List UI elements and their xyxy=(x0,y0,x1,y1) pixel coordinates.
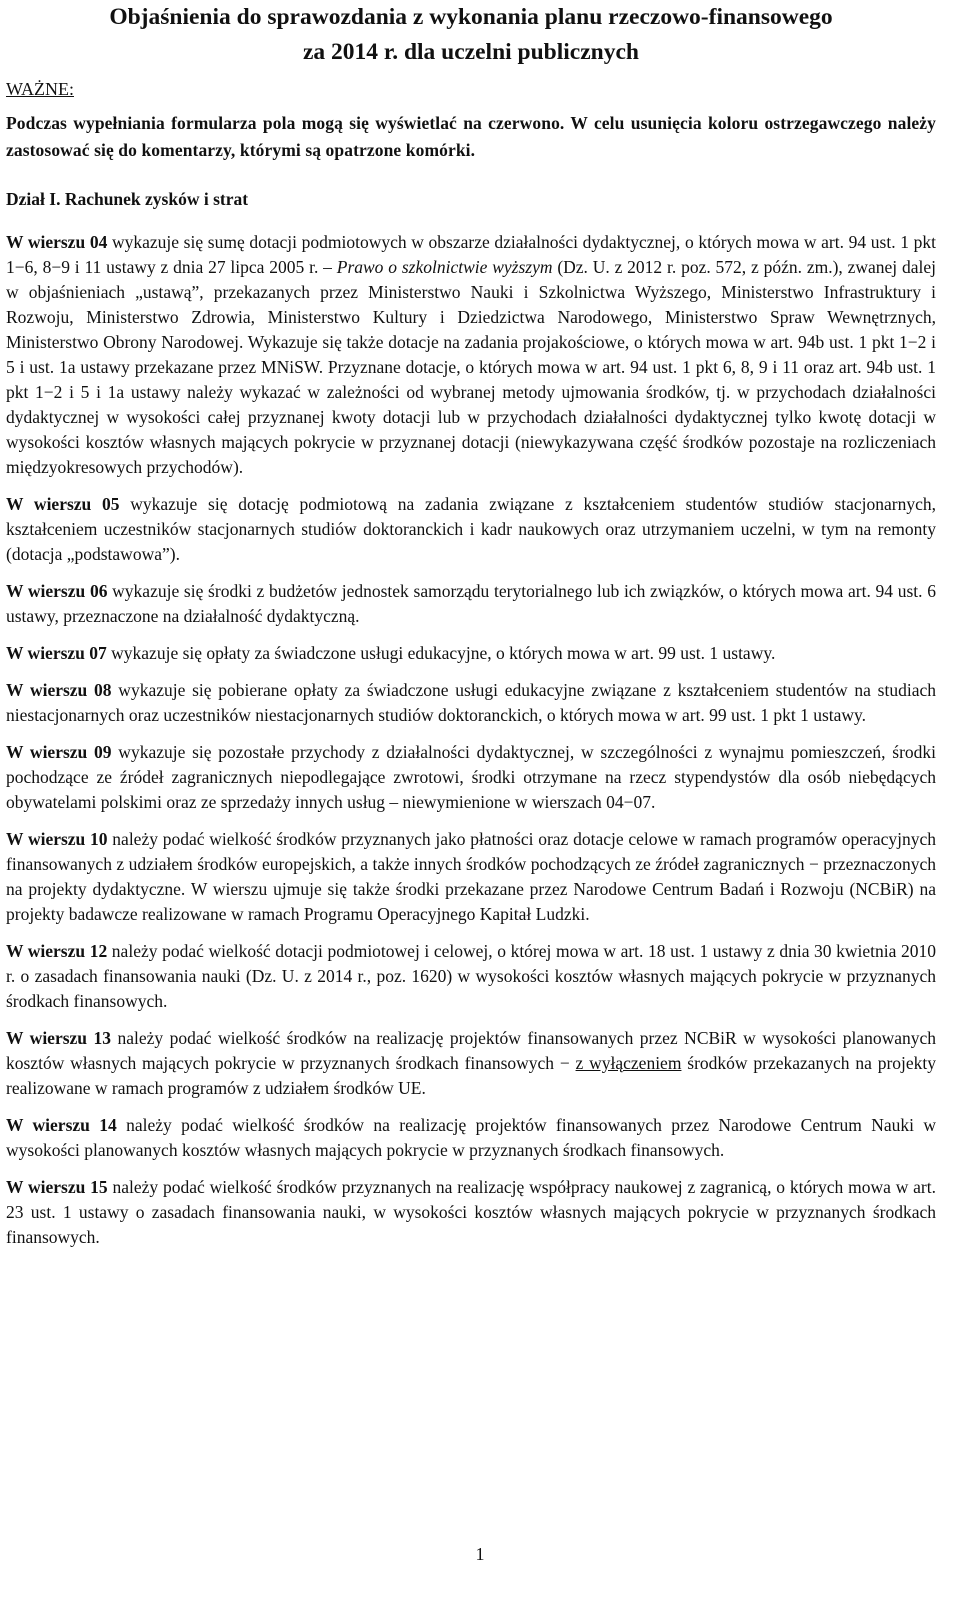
row-10-lead: W wierszu 10 xyxy=(6,829,108,849)
row-04-italic-act-title: Prawo o szkolnictwie wyższym xyxy=(336,257,553,277)
row-04-text-b: (Dz. U. z 2012 r. poz. 572, z późn. zm.), zwanej dalej w objaśnieniach „ustawą”, przekazanych przez Ministerstwo Nauki i Szkolnictwa Wyższego, Ministerstwo Infrastruktury i Rozwoju, Ministerstwo Zdrowia, Ministerstwo Kultury i Dziedzictwa Narodowego, Ministerstwo Spraw Wewnętrznych, Ministerstwo Obrony Narodowej. Wykazuje się także dotacje na zadania projakościowe, o których mowa w art. 94b ust. 1 pkt 1−2 i 5 i ust. 1a ustawy przekazane przez MNiSW. Przyznane dotacje, o których mowa w art. 94 ust. 1 pkt 6, 8, 9 i 11 oraz art. 94b ust. 1 pkt 1−2 i 5 i 1a ustawy należy wykazać w zależności od wybranej metody ujmowania środków, tj. w przychodach działalności dydaktycznej w wysokości całej przyznanej kwoty dotacji lub w przychodach działalności dydaktycznej tylko kwotę dotacji w wysokości kosztów własnych mających pokrycie w przyznanej dotacji (niewykazywana część środków pozostaje na rozliczeniach międzyokresowych przychodów). xyxy=(6,257,936,477)
row-04-lead: W wierszu 04 xyxy=(6,232,108,252)
paragraph-row-13 xyxy=(6,1026,936,1101)
row-05-text: wykazuje się dotację podmiotową na zadania związane z kształceniem studentów studiów stacjonarnych, kształceniem uczestników stacjonarnych studiów doktoranckich i kadr naukowych oraz utrzymaniem uczelni, w tym na remonty (dotacja „podstawowa”). xyxy=(6,494,936,564)
title-line-2: za 2014 r. dla uczelni publicznych xyxy=(303,39,639,65)
row-13-underlined-exclusion: z wyłączeniem xyxy=(575,1053,682,1073)
title-line-1: Objaśnienia do sprawozdania z wykonania planu rzeczowo-finansowego xyxy=(109,4,833,30)
paragraph-row-14 xyxy=(6,1113,936,1163)
row-07-lead: W wierszu 07 xyxy=(6,643,107,663)
row-09-lead: W wierszu 09 xyxy=(6,742,112,762)
row-04-text-a: wykazuje się sumę dotacji podmiotowych w obszarze działalności dydaktycznej, o których mowa w art. 94 ust. 1 pkt 1−6, 8−9 i 11 ustawy z dnia 27 lipca 2005 r. – xyxy=(6,232,936,277)
row-08-text: wykazuje się pobierane opłaty za świadczone usługi edukacyjne związane z kształceniem studentów na studiach niestacjonarnych oraz uczestników niestacjonarnych studiów doktoranckich, o których mowa w art. 99 ust. 1 pkt 1 ustawy. xyxy=(6,680,936,725)
row-13-lead: W wierszu 13 xyxy=(6,1028,112,1048)
row-06-text: wykazuje się środki z budżetów jednostek samorządu terytorialnego lub ich związków, o których mowa art. 94 ust. 6 ustawy, przeznaczone na działalność dydaktyczną. xyxy=(6,581,936,626)
paragraph-row-15 xyxy=(6,1175,936,1250)
paragraph-row-08 xyxy=(6,678,936,728)
row-15-text: należy podać wielkość środków przyznanych na realizację współpracy naukowej z zagranicą, o których mowa w art. 23 ust. 1 ustawy o zasadach finansowania nauki, w wysokości kosztów własnych mających pokrycie w przyznanych środkach finansowych. xyxy=(6,1177,936,1247)
row-13-text-b: środków przekazanych na projekty realizowane w ramach programów z udziałem środków UE. xyxy=(6,1053,937,1098)
row-13-text-a: należy podać wielkość środków na realizację projektów finansowanych przez NCBiR w wysokości planowanych kosztów własnych mających pokrycie w przyznanych środkach finansowych − xyxy=(6,1028,936,1073)
row-05-lead: W wierszu 05 xyxy=(6,494,120,514)
row-12-lead: W wierszu 12 xyxy=(6,941,108,961)
paragraph-row-06 xyxy=(6,579,936,629)
document-title xyxy=(6,0,936,70)
row-14-text: należy podać wielkość środków na realizację projektów finansowanych przez Narodowe Centrum Nauki w wysokości planowanych kosztów własnych mających pokrycie w przyznanych środkach finansowych. xyxy=(6,1115,937,1160)
paragraph-row-10 xyxy=(6,827,936,927)
page-number: 1 xyxy=(475,1544,485,1564)
row-14-lead: W wierszu 14 xyxy=(6,1115,117,1135)
paragraph-row-09 xyxy=(6,740,936,815)
row-06-lead: W wierszu 06 xyxy=(6,581,108,601)
row-15-lead: W wierszu 15 xyxy=(6,1177,108,1197)
warning-notice: Podczas wypełniania formularza pola mogą się wyświetlać na czerwono. W celu usunięcia koloru ostrzegawczego należy zastosować się do komentarzy, którymi są opatrzone komórki. xyxy=(6,113,936,160)
paragraph-row-05 xyxy=(6,492,936,567)
important-label: WAŻNE: xyxy=(6,79,74,99)
paragraph-row-04 xyxy=(6,230,936,480)
paragraph-row-07 xyxy=(6,641,936,666)
row-10-text: należy podać wielkość środków przyznanych jako płatności oraz dotacje celowe w ramach programów operacyjnych finansowanych z udziałem środków europejskich, a także innych środków pochodzących ze źródeł zagranicznych − przeznaczonych na projekty dydaktyczne. W wierszu ujmuje się także środki przekazane przez Narodowe Centrum Badań i Rozwoju (NCBiR) na projekty badawcze realizowane w ramach Programu Operacyjnego Kapitał Ludzki. xyxy=(6,829,936,924)
row-09-text: wykazuje się pozostałe przychody z działalności dydaktycznej, w szczególności z wynajmu pomieszczeń, środki pochodzące ze źródeł zagranicznych niepodlegające zwrotowi, środki otrzymane na rzecz stypendystów dla osób niebędących obywatelami polskimi oraz ze sprzedaży innych usług – niewymienione w wierszach 04−07. xyxy=(6,742,937,812)
row-08-lead: W wierszu 08 xyxy=(6,680,112,700)
row-12-text: należy podać wielkość dotacji podmiotowej i celowej, o której mowa w art. 18 ust. 1 ustawy z dnia 30 kwietnia 2010 r. o zasadach finansowania nauki (Dz. U. z 2014 r., poz. 1620) w wysokości kosztów własnych mających pokrycie w przyznanych środkach finansowych. xyxy=(6,941,936,1011)
paragraph-row-12 xyxy=(6,939,936,1014)
section-heading: Dział I. Rachunek zysków i strat xyxy=(6,189,249,209)
row-07-text: wykazuje się opłaty za świadczone usługi edukacyjne, o których mowa w art. 99 ust. 1 ustawy. xyxy=(106,643,776,663)
